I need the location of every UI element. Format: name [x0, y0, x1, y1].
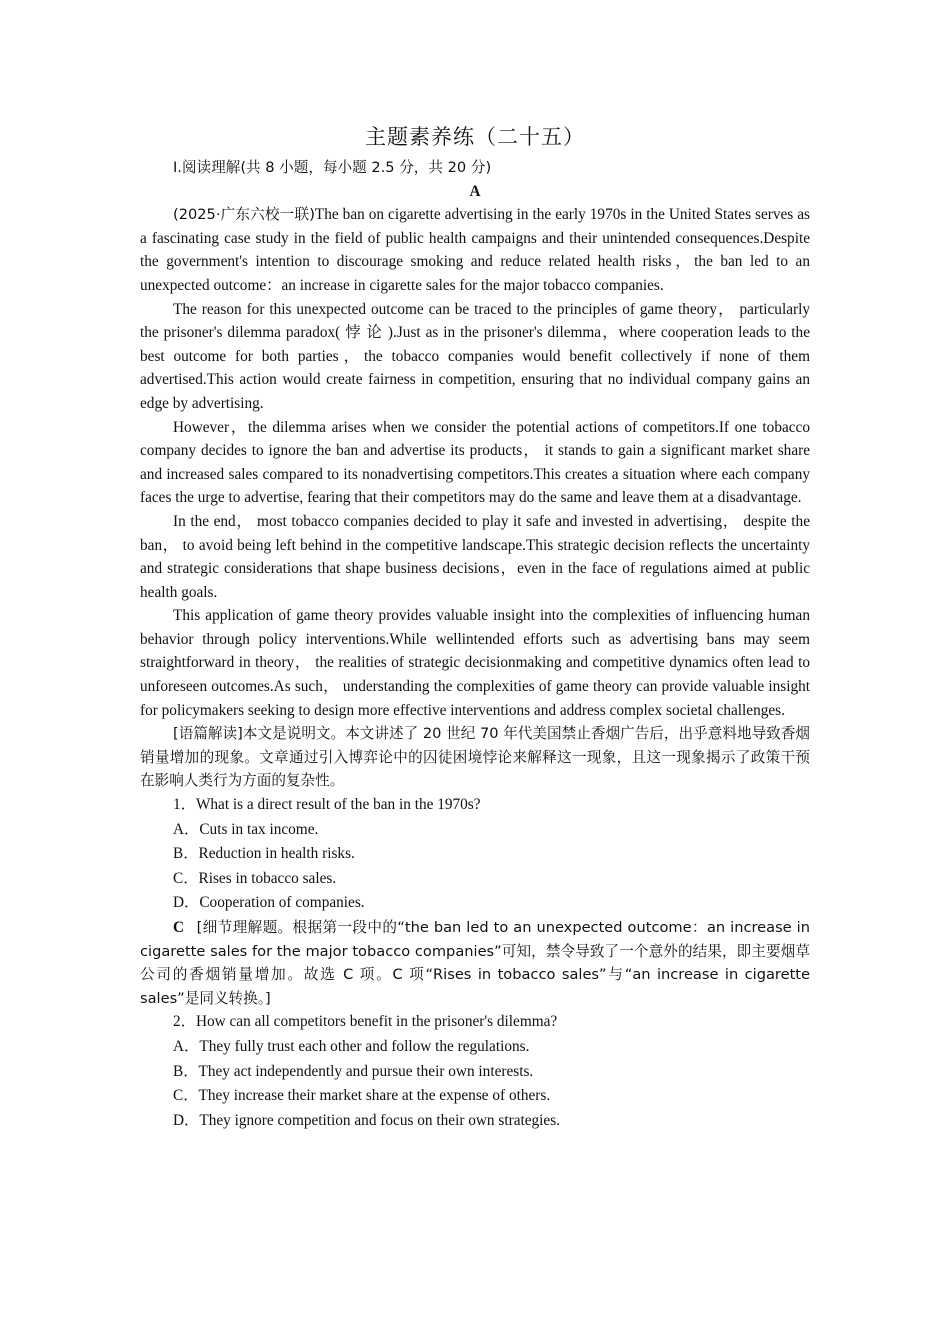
question-2 [140, 1010, 810, 1133]
question-stem: 2．How can all competitors benefit in the prisoner's dilemma? [173, 1013, 558, 1031]
passage-source: (2025·广东六校一联) [173, 206, 315, 224]
passage-paragraph-2: The reason for this unexpected outcome can be traced to the principles of game theory， particularly the prisoner's dilemma paradox( 悖 论 ).Just as in the prisoner's dilemma，where cooperation leads to the best outcome for both parties，the tobacco companies would benefit collectively if none of them advertised.This action would create fairness in competition, ensuring that no individual company gains an edge by advertising. [140, 300, 810, 412]
passage-paragraph-4: In the end， most tobacco companies decided to play it safe and invested in advertising， despite the ban， to avoid being left behind in the competitive landscape.This strategic decision reflects the uncertainty and strategic considerations that shape business decisions，even in the face of regulations aimed at public health goals. [140, 512, 810, 601]
question-1 [140, 793, 810, 1010]
passage-paragraph-3: However，the dilemma arises when we consider the potential actions of competitors.If one tobacco company decides to ignore the ban and advertise its products， it stands to gain a significant market share and increased sales compared to its nonadvertising competitors.This creates a situation where each company faces the urge to advertise, fearing that their competitors may do the same and leave them at a disadvantage. [140, 418, 810, 507]
document-page [140, 122, 810, 1133]
section-heading: I.阅读理解(共 8 小题，每小题 2.5 分，共 20 分) [173, 159, 492, 176]
option-d: D．Cooperation of companies. [173, 894, 365, 912]
option-b: B．They act independently and pursue their own interests. [173, 1062, 534, 1080]
passage-paragraph-1-text: The ban on cigarette advertising in the early 1970s in the United States serves as a fascinating case study in the field of public health campaigns and their unintended consequences.Despite the government's intention to discourage smoking and reduce related health risks，the ban led to an unexpected outcome：an increase in cigarette sales for the major tobacco companies. [140, 206, 810, 294]
passage-analysis [140, 722, 810, 793]
explanation-text: [细节理解题。根据第一段中的“the ban led to an unexpected outcome：an increase in cigarette sales for the major tobacco companies”可知，禁令导致了一个意外的结果，即主要烟草公司的香烟销量增加。故选 C 项。C 项“Rises in tobacco sales”与“an increase in cigarette sales”是同义转换。] [140, 919, 810, 1007]
question-stem: 1．What is a direct result of the ban in the 1970s? [173, 796, 481, 814]
analysis-text: 本文是说明文。本文讲述了 20 世纪 70 年代美国禁止香烟广告后，出乎意料地导致香烟销量增加的现象。文章通过引入博弈论中的囚徒困境悖论来解释这一现象，且这一现象揭示了政策干预在影响人类行为方面的复杂性。 [140, 725, 811, 790]
option-c: C．Rises in tobacco sales. [173, 869, 337, 887]
answer-explanation [140, 916, 810, 1010]
option-b: B．Reduction in health risks. [173, 845, 355, 863]
option-c: C．They increase their market share at the expense of others. [173, 1087, 551, 1105]
passage-letter: A [469, 182, 481, 200]
page-title: 主题素养练（二十五） [365, 125, 585, 149]
answer-letter: C [173, 919, 185, 936]
passage-paragraph-5: This application of game theory provides valuable insight into the complexities of influencing human behavior through policy interventions.While wellintended efforts such as advertising bans may seem straightforward in theory， the realities of strategic decisionmaking and competitive dynamics often lead to unforeseen outcomes.As such， understanding the complexities of game theory can provide valuable insight for policymakers seeking to design more effective interventions and address complex societal challenges. [140, 607, 810, 719]
option-a: A．They fully trust each other and follow the regulations. [173, 1037, 530, 1055]
option-d: D．They ignore competition and focus on their own strategies. [173, 1111, 561, 1129]
option-a: A．Cuts in tax income. [173, 820, 319, 838]
analysis-tag: [语篇解读] [173, 725, 243, 743]
passage-paragraph-1 [140, 203, 810, 297]
